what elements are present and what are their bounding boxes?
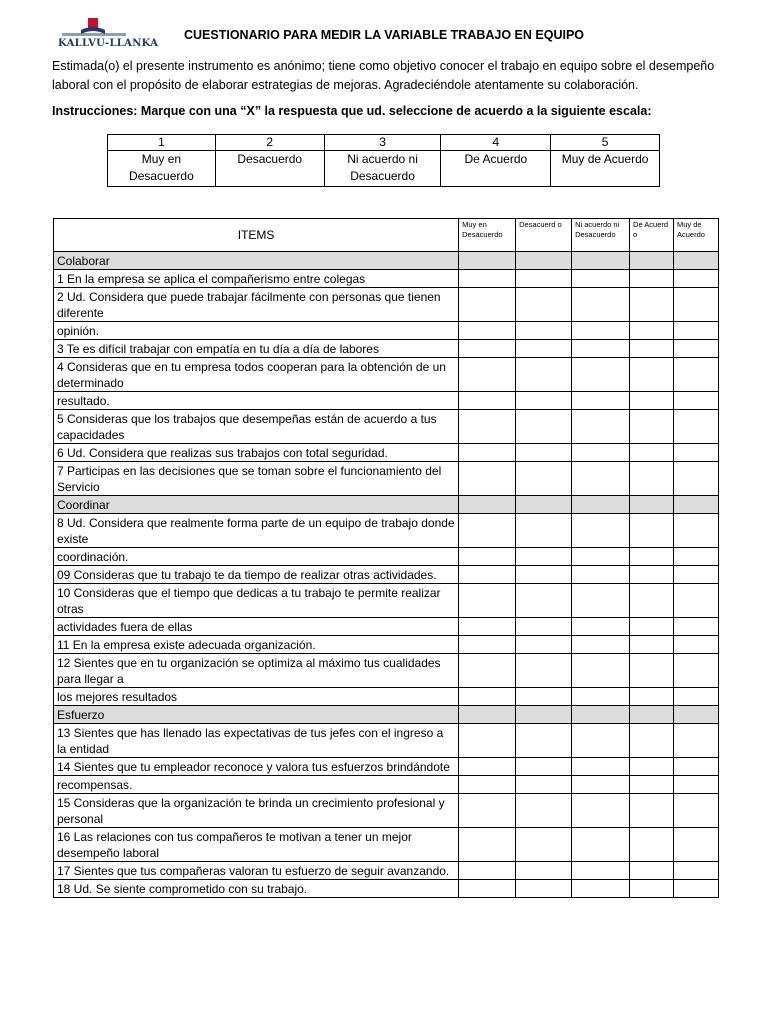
item-text: actividades fuera de ellas <box>54 618 459 636</box>
table-row <box>54 758 719 776</box>
answer-cell[interactable] <box>459 444 516 462</box>
answer-cell[interactable] <box>673 340 718 358</box>
scale-label: De Acuerdo <box>441 151 551 187</box>
answer-cell[interactable] <box>572 322 630 340</box>
answer-cell[interactable] <box>516 410 572 444</box>
answer-cell[interactable] <box>459 288 516 322</box>
answer-cell[interactable] <box>459 724 516 758</box>
answer-cell[interactable] <box>516 548 572 566</box>
answer-cell[interactable] <box>572 880 630 898</box>
answer-cell[interactable] <box>630 410 674 444</box>
answer-cell[interactable] <box>516 514 572 548</box>
item-text: 1 En la empresa se aplica el compañerismo entre colegas <box>54 270 459 288</box>
answer-cell[interactable] <box>673 862 718 880</box>
item-text: 13 Sientes que has llenado las expectativas de tus jefes con el ingreso a la entidad <box>54 724 459 758</box>
answer-cell[interactable] <box>459 794 516 828</box>
item-text: 5 Consideras que los trabajos que desempeñas están de acuerdo a tus capacidades <box>54 410 459 444</box>
table-row <box>54 548 719 566</box>
column-header: Desacuerd o <box>516 219 572 252</box>
column-header: Ni acuerdo ni Desacuerdo <box>572 219 630 252</box>
answer-cell[interactable] <box>459 584 516 618</box>
answer-cell[interactable] <box>673 794 718 828</box>
section-cell <box>673 706 718 724</box>
item-text: 14 Sientes que tu empleador reconoce y valora tus esfuerzos brindándote <box>54 758 459 776</box>
answer-cell[interactable] <box>630 636 674 654</box>
answer-cell[interactable] <box>673 322 718 340</box>
section-cell <box>516 706 572 724</box>
item-text: resultado. <box>54 392 459 410</box>
item-text: 7 Participas en las decisiones que se toman sobre el funcionamiento del Servicio <box>54 462 459 496</box>
answer-cell[interactable] <box>630 270 674 288</box>
answer-cell[interactable] <box>459 758 516 776</box>
answer-cell[interactable] <box>572 514 630 548</box>
table-row <box>54 828 719 862</box>
answer-cell[interactable] <box>516 688 572 706</box>
table-row <box>54 462 719 496</box>
answer-cell[interactable] <box>572 584 630 618</box>
table-row <box>54 880 719 898</box>
answer-cell[interactable] <box>572 462 630 496</box>
table-row <box>54 340 719 358</box>
answer-cell[interactable] <box>459 548 516 566</box>
answer-cell[interactable] <box>516 828 572 862</box>
scale-label: Muy en Desacuerdo <box>108 151 216 187</box>
table-row <box>54 566 719 584</box>
answer-cell[interactable] <box>630 340 674 358</box>
answer-cell[interactable] <box>572 444 630 462</box>
answer-cell[interactable] <box>516 340 572 358</box>
column-header: Muy en Desacuerdo <box>459 219 516 252</box>
answer-cell[interactable] <box>572 758 630 776</box>
answer-cell[interactable] <box>630 392 674 410</box>
section-row <box>54 252 719 270</box>
answer-cell[interactable] <box>630 322 674 340</box>
section-cell <box>673 252 718 270</box>
answer-cell[interactable] <box>516 862 572 880</box>
item-text: opinión. <box>54 322 459 340</box>
questionnaire-body <box>54 252 719 898</box>
answer-cell[interactable] <box>572 654 630 688</box>
item-text: 15 Consideras que la organización te brinda un crecimiento profesional y personal <box>54 794 459 828</box>
answer-cell[interactable] <box>673 514 718 548</box>
answer-cell[interactable] <box>516 618 572 636</box>
column-header: De Acuerd o <box>630 219 674 252</box>
answer-cell[interactable] <box>630 758 674 776</box>
answer-cell[interactable] <box>630 618 674 636</box>
answer-cell[interactable] <box>459 358 516 392</box>
item-text: 11 En la empresa existe adecuada organización. <box>54 636 459 654</box>
table-row <box>54 410 719 444</box>
answer-cell[interactable] <box>630 288 674 322</box>
item-text: los mejores resultados <box>54 688 459 706</box>
answer-cell[interactable] <box>459 776 516 794</box>
answer-cell[interactable] <box>459 340 516 358</box>
table-row <box>54 288 719 322</box>
table-row <box>54 270 719 288</box>
item-text: 09 Consideras que tu trabajo te da tiempo de realizar otras actividades. <box>54 566 459 584</box>
answer-cell[interactable] <box>572 828 630 862</box>
answer-cell[interactable] <box>673 358 718 392</box>
answer-cell[interactable] <box>459 270 516 288</box>
answer-cell[interactable] <box>459 880 516 898</box>
answer-cell[interactable] <box>516 358 572 392</box>
answer-cell[interactable] <box>572 636 630 654</box>
table-row <box>54 514 719 548</box>
intro-paragraph: Estimada(o) el presente instrumento es anónimo; tiene como objetivo conocer el trabajo en equipo sobre el desempeño laboral con el propósito de elaborar estrategias de mejoras. Agradeciéndole atentamente su colaboración. <box>52 59 715 92</box>
answer-cell[interactable] <box>516 724 572 758</box>
section-cell <box>459 252 516 270</box>
section-label: Colaborar <box>54 252 459 270</box>
answer-cell[interactable] <box>673 462 718 496</box>
item-text: 17 Sientes que tus compañeras valoran tu esfuerzo de seguir avanzando. <box>54 862 459 880</box>
answer-cell[interactable] <box>516 392 572 410</box>
answer-cell[interactable] <box>630 654 674 688</box>
answer-cell[interactable] <box>459 828 516 862</box>
document-title: CUESTIONARIO PARA MEDIR LA VARIABLE TRABAJO EN EQUIPO <box>183 28 585 42</box>
section-cell <box>673 496 718 514</box>
instructions-text: Instrucciones: Marque con una “X” la respuesta que ud. seleccione de acuerdo a la siguiente escala: <box>52 104 652 118</box>
section-row <box>54 706 719 724</box>
answer-cell[interactable] <box>630 462 674 496</box>
answer-cell[interactable] <box>516 584 572 618</box>
answer-cell[interactable] <box>673 776 718 794</box>
table-row <box>54 636 719 654</box>
item-text: 16 Las relaciones con tus compañeros te motivan a tener un mejor desempeño laboral <box>54 828 459 862</box>
answer-cell[interactable] <box>673 584 718 618</box>
section-cell <box>459 706 516 724</box>
answer-cell[interactable] <box>630 776 674 794</box>
table-row <box>54 322 719 340</box>
answer-cell[interactable] <box>459 392 516 410</box>
answer-cell[interactable] <box>516 794 572 828</box>
answer-cell[interactable] <box>516 288 572 322</box>
answer-cell[interactable] <box>572 862 630 880</box>
answer-cell[interactable] <box>673 410 718 444</box>
section-cell <box>572 252 630 270</box>
answer-cell[interactable] <box>459 654 516 688</box>
answer-cell[interactable] <box>630 724 674 758</box>
answer-cell[interactable] <box>572 392 630 410</box>
answer-cell[interactable] <box>673 288 718 322</box>
scale-number: 2 <box>215 135 324 151</box>
answer-cell[interactable] <box>459 462 516 496</box>
table-row <box>54 584 719 618</box>
item-text: 8 Ud. Considera que realmente forma parte de un equipo de trabajo donde existe <box>54 514 459 548</box>
answer-cell[interactable] <box>516 444 572 462</box>
answer-cell[interactable] <box>673 758 718 776</box>
answer-cell[interactable] <box>673 688 718 706</box>
section-row <box>54 496 719 514</box>
table-row <box>54 444 719 462</box>
answer-cell[interactable] <box>459 566 516 584</box>
answer-cell[interactable] <box>516 636 572 654</box>
answer-cell[interactable] <box>459 410 516 444</box>
item-text: recompensas. <box>54 776 459 794</box>
answer-cell[interactable] <box>673 724 718 758</box>
answer-cell[interactable] <box>516 566 572 584</box>
answer-cell[interactable] <box>572 776 630 794</box>
answer-cell[interactable] <box>459 636 516 654</box>
answer-cell[interactable] <box>572 618 630 636</box>
answer-cell[interactable] <box>516 322 572 340</box>
item-text: 4 Consideras que en tu empresa todos cooperan para la obtención de un determinado <box>54 358 459 392</box>
answer-cell[interactable] <box>572 358 630 392</box>
item-text: 6 Ud. Considera que realizas sus trabajos con total seguridad. <box>54 444 459 462</box>
answer-cell[interactable] <box>572 566 630 584</box>
answer-cell[interactable] <box>572 794 630 828</box>
answer-cell[interactable] <box>459 618 516 636</box>
section-label: Coordinar <box>54 496 459 514</box>
section-label: Esfuerzo <box>54 706 459 724</box>
answer-cell[interactable] <box>572 688 630 706</box>
answer-cell[interactable] <box>459 862 516 880</box>
answer-cell[interactable] <box>459 322 516 340</box>
answer-cell[interactable] <box>673 548 718 566</box>
answer-cell[interactable] <box>630 584 674 618</box>
rating-scale-table <box>107 134 660 187</box>
answer-cell[interactable] <box>459 514 516 548</box>
answer-cell[interactable] <box>630 828 674 862</box>
answer-cell[interactable] <box>572 270 630 288</box>
section-cell <box>572 706 630 724</box>
column-header: Muy de Acuerdo <box>673 219 718 252</box>
item-text: 3 Te es difícil trabajar con empatía en tu día a día de labores <box>54 340 459 358</box>
answer-cell[interactable] <box>572 724 630 758</box>
answer-cell[interactable] <box>572 548 630 566</box>
answer-cell[interactable] <box>630 514 674 548</box>
answer-cell[interactable] <box>673 828 718 862</box>
answer-cell[interactable] <box>630 566 674 584</box>
table-row <box>54 618 719 636</box>
answer-cell[interactable] <box>630 862 674 880</box>
item-text: 18 Ud. Se siente comprometido con su trabajo. <box>54 880 459 898</box>
section-cell <box>572 496 630 514</box>
section-cell <box>630 496 674 514</box>
answer-cell[interactable] <box>673 636 718 654</box>
scale-number: 3 <box>324 135 441 151</box>
answer-cell[interactable] <box>516 776 572 794</box>
section-cell <box>630 252 674 270</box>
answer-cell[interactable] <box>630 444 674 462</box>
answer-cell[interactable] <box>673 566 718 584</box>
table-row <box>54 724 719 758</box>
item-text: 2 Ud. Considera que puede trabajar fácilmente con personas que tienen diferente <box>54 288 459 322</box>
answer-cell[interactable] <box>459 688 516 706</box>
answer-cell[interactable] <box>516 462 572 496</box>
table-row <box>54 654 719 688</box>
scale-number: 5 <box>551 135 660 151</box>
answer-cell[interactable] <box>630 548 674 566</box>
table-row <box>54 688 719 706</box>
answer-cell[interactable] <box>572 340 630 358</box>
item-text: coordinación. <box>54 548 459 566</box>
table-row <box>54 776 719 794</box>
answer-cell[interactable] <box>516 270 572 288</box>
table-row <box>54 794 719 828</box>
items-column-header: ITEMS <box>54 219 459 252</box>
answer-cell[interactable] <box>572 410 630 444</box>
table-row <box>54 392 719 410</box>
table-row <box>54 358 719 392</box>
answer-cell[interactable] <box>516 758 572 776</box>
table-row <box>54 862 719 880</box>
item-text: 12 Sientes que en tu organización se optimiza al máximo tus cualidades para llegar a <box>54 654 459 688</box>
scale-number: 4 <box>441 135 551 151</box>
answer-cell[interactable] <box>673 444 718 462</box>
answer-cell[interactable] <box>673 654 718 688</box>
answer-cell[interactable] <box>630 688 674 706</box>
answer-cell[interactable] <box>673 618 718 636</box>
answer-cell[interactable] <box>673 270 718 288</box>
scale-label: Desacuerdo <box>215 151 324 187</box>
answer-cell[interactable] <box>516 880 572 898</box>
section-cell <box>516 252 572 270</box>
questionnaire-table <box>53 218 719 898</box>
answer-cell[interactable] <box>673 392 718 410</box>
answer-cell[interactable] <box>630 794 674 828</box>
answer-cell[interactable] <box>630 358 674 392</box>
answer-cell[interactable] <box>572 288 630 322</box>
scale-label: Ni acuerdo ni Desacuerdo <box>324 151 441 187</box>
scale-label: Muy de Acuerdo <box>551 151 660 187</box>
item-text: 10 Consideras que el tiempo que dedicas a tu trabajo te permite realizar otras <box>54 584 459 618</box>
answer-cell[interactable] <box>673 880 718 898</box>
section-cell <box>630 706 674 724</box>
answer-cell[interactable] <box>630 880 674 898</box>
section-cell <box>459 496 516 514</box>
answer-cell[interactable] <box>516 654 572 688</box>
section-cell <box>516 496 572 514</box>
logo-text: KALLVU-LLANKA <box>58 38 159 49</box>
scale-number: 1 <box>108 135 216 151</box>
